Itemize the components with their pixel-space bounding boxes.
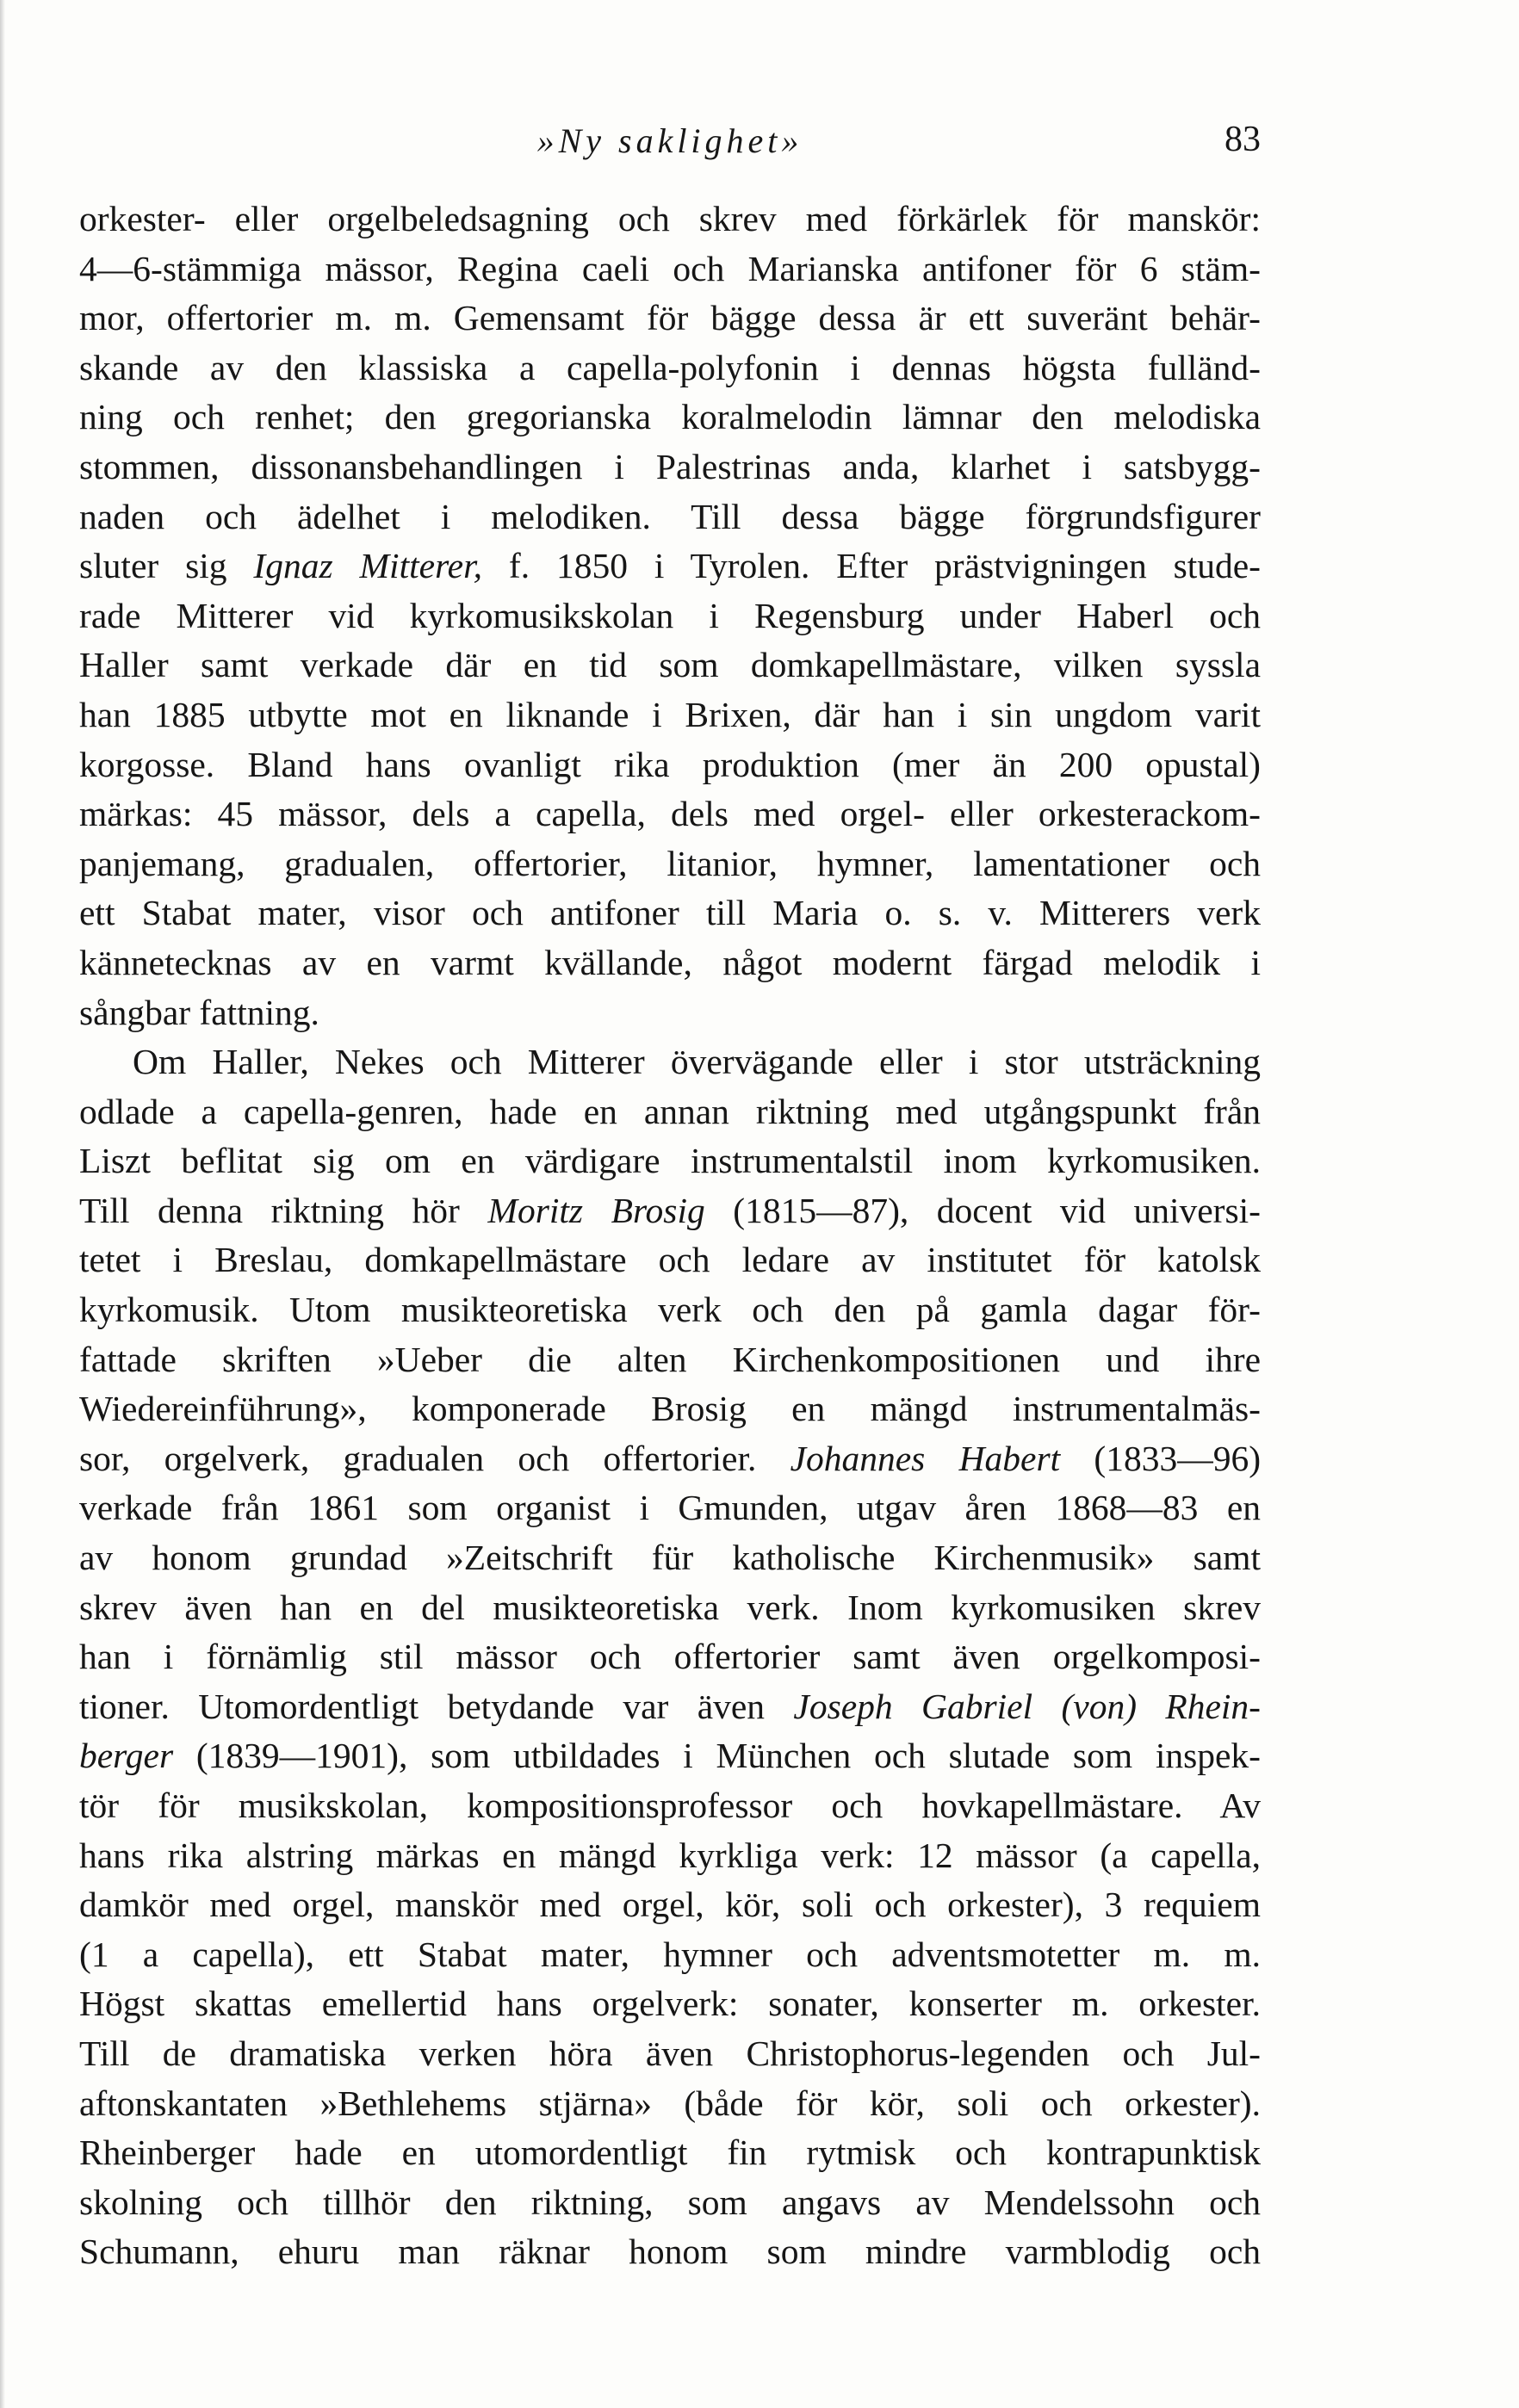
text-line: Schumann, ehuru man räknar honom som mindre varmblodig och [79,2232,1261,2272]
text-line: verkade från 1861 som organist i Gmunden, utgav åren 1868—83 en [79,1488,1261,1528]
text-line: panjemang, gradualen, offertorier, litanior, hymner, lamentationer och [79,843,1261,883]
page-edge-shadow [0,0,5,2408]
text-line: skolning och tillhör den riktning, som angavs av Mendelssohn och [79,2182,1261,2222]
page-number: 83 [1224,120,1261,159]
text-line: skande av den klassiska a capella-polyfonin i dennas högsta fulländ- [79,347,1261,387]
text-segment: sor, orgelverk, gradualen och offertorier. [79,1438,790,1478]
text-segment: sluter sig [79,546,254,586]
text-line: Om Haller, Nekes och Mitterer övervägande eller i stor utsträckning [133,1042,1261,1082]
text-segment: (1815—87), docent vid universi- [704,1190,1261,1230]
text-line: rade Mitterer vid kyrkomusikskolan i Regensburg under Haberl och [79,595,1261,635]
text-segment: f. 1850 i Tyrolen. Efter prästvigningen stude- [482,546,1261,586]
text-line: ett Stabat mater, visor och antifoner till Maria o. s. v. Mitterers verk [79,893,1261,933]
italic-name: berger [79,1736,174,1776]
text-line: kyrkomusik. Utom musikteoretiska verk och den på gamla dagar för- [79,1290,1261,1330]
text-segment: (1833—96) [1060,1438,1262,1478]
text-line: fattade skriften »Ueber die alten Kirchenkompositionen und ihre [79,1339,1261,1379]
text-line: (1 a capella), ett Stabat mater, hymner och adventsmotetter m. m. [79,1934,1261,1974]
text-line [79,1682,1261,1732]
text-line: tör för musikskolan, kompositionsprofessor och hovkapellmästare. Av [79,1786,1261,1825]
text-line [79,1434,1261,1484]
text-line: kännetecknas av en varmt kvällande, något modernt färgad melodik i [79,942,1261,982]
text-line: ning och renhet; den gregorianska koralmelodin lämnar den melodiska [79,397,1261,437]
italic-name: Johannes Habert [790,1438,1061,1478]
running-head: »Ny saklighet» [536,121,803,160]
text-line: skrev även han en del musikteoretiska verk. Inom kyrkomusiken skrev [79,1587,1261,1627]
text-line: mor, offertorier m. m. Gemensamt för bägge dessa är ett suveränt behär- [79,298,1261,338]
text-line: 4—6-stämmiga mässor, Regina caeli och Marianska antifoner för 6 stäm- [79,248,1261,288]
text-line: Wiedereinführung», komponerade Brosig en mängd instrumentalmäs- [79,1389,1261,1429]
page-header [79,121,1261,172]
text-line: tetet i Breslau, domkapellmästare och ledare av institutet för katolsk [79,1240,1261,1280]
text-line: Liszt beflitat sig om en värdigare instrumentalstil inom kyrkomusiken. [79,1141,1261,1181]
text-line [79,1186,1261,1236]
text-line: märkas: 45 mässor, dels a capella, dels med orgel- eller orkesterackom- [79,794,1261,834]
text-line: stommen, dissonansbehandlingen i Palestrinas anda, klarhet i satsbygg- [79,446,1261,486]
text-segment: Till denna riktning hör [79,1190,488,1230]
text-line: odlade a capella-genren, hade en annan riktning med utgångspunkt från [79,1091,1261,1131]
text-line: Rheinberger hade en utomordentligt fin rytmisk och kontrapunktisk [79,2133,1261,2173]
text-line: orkester- eller orgelbeledsagning och skrev med förkärlek för manskör: [79,199,1261,238]
text-line [79,542,1261,591]
text-segment: tioner. Utomordentligt betydande var även [79,1686,794,1726]
text-line: Högst skattas emellertid hans orgelverk: sonater, konserter m. orkester. [79,1984,1261,2024]
text-line: hans rika alstring märkas en mängd kyrkliga verk: 12 mässor (a capella, [79,1835,1261,1875]
text-line: han 1885 utbytte mot en liknande i Brixen, där han i sin ungdom varit [79,694,1261,734]
text-line: Till de dramatiska verken höra även Christophorus-legenden och Jul- [79,2033,1261,2073]
body-text [79,195,1261,2277]
text-line [79,1731,1261,1781]
text-line: sångbar fattning. [79,992,319,1032]
text-line: han i förnämlig stil mässor och offertorier samt även orgelkomposi- [79,1637,1261,1677]
text-line: naden och ädelhet i melodiken. Till dessa bägge förgrundsfigurer [79,496,1261,536]
italic-name: Moritz Brosig [487,1190,705,1230]
text-line: av honom grundad »Zeitschrift für katholische Kirchenmusik» samt [79,1538,1261,1578]
text-segment: (1839—1901), som utbildades i München och slutade som inspek- [173,1736,1261,1776]
text-line: damkör med orgel, manskör med orgel, kör, soli och orkester), 3 requiem [79,1885,1261,1925]
italic-name: Joseph Gabriel (von) Rhein- [793,1686,1261,1726]
text-line: korgosse. Bland hans ovanligt rika produktion (mer än 200 opustal) [79,744,1261,784]
italic-name: Ignaz Mitterer, [253,546,483,586]
text-line: aftonskantaten »Bethlehems stjärna» (både för kör, soli och orkester). [79,2083,1261,2123]
text-line: Haller samt verkade där en tid som domkapellmästare, vilken syssla [79,645,1261,685]
